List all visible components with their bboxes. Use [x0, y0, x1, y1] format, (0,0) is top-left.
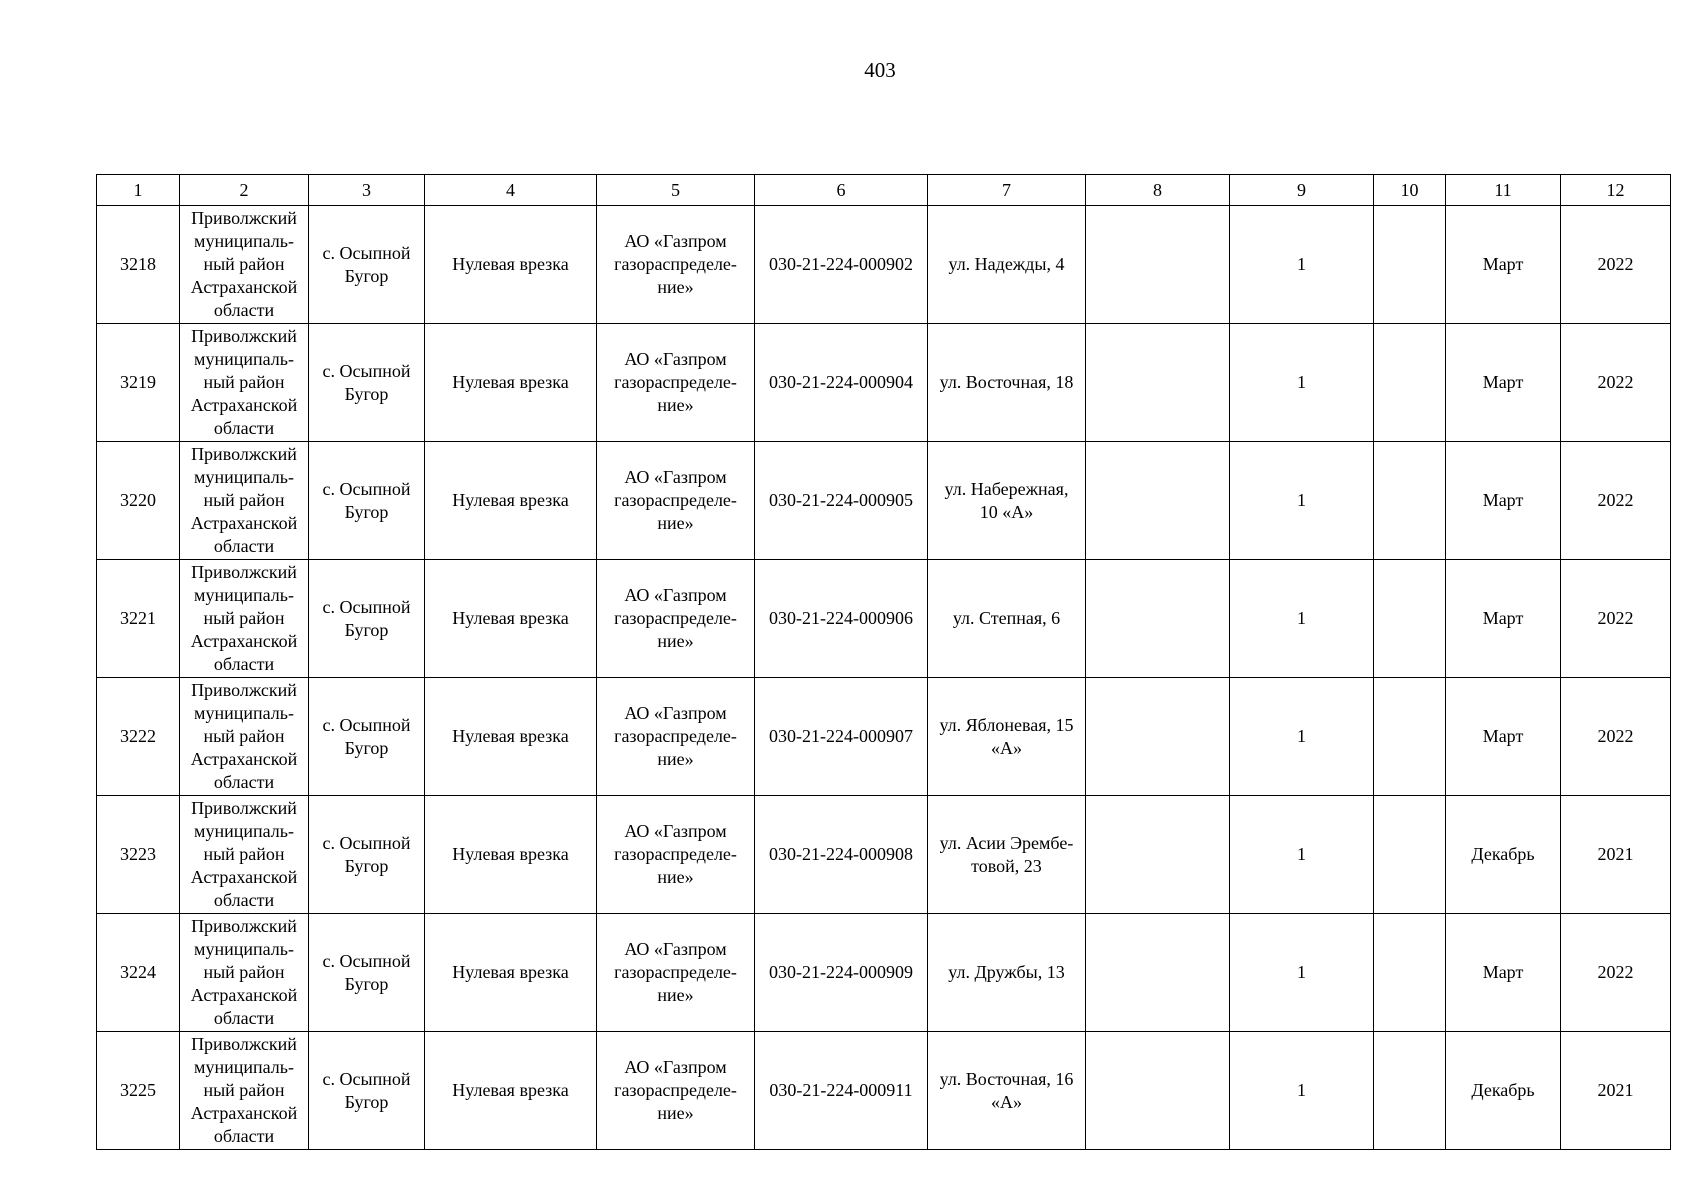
column-header-11: 11 [1446, 175, 1561, 206]
district-cell-line: Астраханской [190, 867, 298, 887]
table-row [97, 914, 1671, 1032]
district-cell-line: Приволжский [191, 444, 297, 464]
header-row [97, 175, 1671, 206]
district-cell [180, 796, 309, 914]
row-number-cell: 3224 [97, 914, 180, 1032]
district-cell-line: области [213, 890, 275, 910]
organization-cell-line: АО «Газпром [624, 1057, 727, 1077]
district-cell-line: Приволжский [191, 1034, 297, 1054]
object-code-cell: 030-21-224-000902 [755, 206, 928, 324]
district-cell-line: области [213, 1008, 275, 1028]
district-cell [180, 914, 309, 1032]
address-cell [928, 1032, 1086, 1150]
column-8-cell [1086, 796, 1230, 914]
district-cell-line: Астраханской [190, 395, 298, 415]
organization-cell-line: ние» [657, 277, 694, 297]
organization-cell-line: АО «Газпром [624, 231, 727, 251]
district-cell-line: Приволжский [191, 208, 297, 228]
table-row [97, 796, 1671, 914]
district-cell [180, 324, 309, 442]
table-row [97, 206, 1671, 324]
organization-cell [597, 914, 755, 1032]
district-cell [180, 442, 309, 560]
settlement-cell-line: Бугор [344, 383, 389, 404]
district-cell-line: Астраханской [190, 749, 298, 769]
column-header-8: 8 [1086, 175, 1230, 206]
quantity-cell: 1 [1230, 442, 1374, 560]
organization-cell-line: АО «Газпром [624, 467, 727, 487]
column-header-6: 6 [755, 175, 928, 206]
object-code-cell: 030-21-224-000908 [755, 796, 928, 914]
row-number-cell: 3223 [97, 796, 180, 914]
district-cell-line: Приволжский [191, 798, 297, 818]
district-cell-line: области [213, 536, 275, 556]
settlement-cell-line: с. Осыпной [322, 360, 411, 381]
object-code-cell: 030-21-224-000905 [755, 442, 928, 560]
settlement-cell-line: с. Осыпной [322, 832, 411, 853]
settlement-cell [309, 1032, 425, 1150]
address-cell-line: ул. Степная, 6 [952, 608, 1061, 628]
organization-cell [597, 560, 755, 678]
address-cell [928, 206, 1086, 324]
column-10-cell [1374, 1032, 1446, 1150]
organization-cell [597, 442, 755, 560]
connection-type-cell: Нулевая врезка [425, 560, 597, 678]
district-cell-line: ный район [203, 1080, 285, 1100]
organization-cell-line: газораспределе- [614, 608, 737, 628]
table-row [97, 442, 1671, 560]
column-10-cell [1374, 914, 1446, 1032]
month-cell: Декабрь [1446, 796, 1561, 914]
column-header-7: 7 [928, 175, 1086, 206]
district-cell-line: Приволжский [191, 916, 297, 936]
district-cell-line: ный район [203, 372, 285, 392]
year-cell: 2022 [1561, 206, 1671, 324]
settlement-cell-line: Бугор [344, 737, 389, 758]
district-cell-line: муниципаль- [194, 349, 294, 369]
settlement-cell-line: Бугор [344, 1091, 389, 1112]
column-header-3: 3 [309, 175, 425, 206]
table-row [97, 560, 1671, 678]
district-cell-line: Астраханской [190, 631, 298, 651]
organization-cell-line: ние» [657, 867, 694, 887]
settlement-cell-line: с. Осыпной [322, 596, 411, 617]
connection-type-cell: Нулевая врезка [425, 442, 597, 560]
table-body [97, 206, 1671, 1150]
column-header-4: 4 [425, 175, 597, 206]
district-cell-line: ный район [203, 254, 285, 274]
address-cell [928, 914, 1086, 1032]
year-cell: 2022 [1561, 560, 1671, 678]
month-cell: Март [1446, 914, 1561, 1032]
column-header-12: 12 [1561, 175, 1671, 206]
table-row [97, 324, 1671, 442]
address-cell-line: ул. Восточная, 16 [939, 1068, 1074, 1089]
settlement-cell [309, 678, 425, 796]
column-10-cell [1374, 560, 1446, 678]
settlement-cell [309, 206, 425, 324]
address-cell-line: 10 «А» [979, 501, 1034, 522]
settlement-cell [309, 324, 425, 442]
column-header-1: 1 [97, 175, 180, 206]
row-number-cell: 3218 [97, 206, 180, 324]
settlement-cell [309, 796, 425, 914]
quantity-cell: 1 [1230, 560, 1374, 678]
district-cell-line: муниципаль- [194, 821, 294, 841]
quantity-cell: 1 [1230, 1032, 1374, 1150]
column-header-9: 9 [1230, 175, 1374, 206]
organization-cell [597, 206, 755, 324]
column-10-cell [1374, 442, 1446, 560]
address-cell [928, 324, 1086, 442]
district-cell-line: ный район [203, 726, 285, 746]
column-8-cell [1086, 442, 1230, 560]
row-number-cell: 3220 [97, 442, 180, 560]
year-cell: 2021 [1561, 796, 1671, 914]
object-code-cell: 030-21-224-000909 [755, 914, 928, 1032]
district-cell-line: Приволжский [191, 680, 297, 700]
column-header-2: 2 [180, 175, 309, 206]
month-cell: Март [1446, 442, 1561, 560]
district-cell-line: муниципаль- [194, 585, 294, 605]
district-cell-line: ный район [203, 844, 285, 864]
settlement-cell [309, 914, 425, 1032]
connection-type-cell: Нулевая врезка [425, 1032, 597, 1150]
connection-type-cell: Нулевая врезка [425, 914, 597, 1032]
table-row [97, 678, 1671, 796]
district-cell-line: Астраханской [190, 277, 298, 297]
organization-cell-line: АО «Газпром [624, 939, 727, 959]
settlement-cell [309, 442, 425, 560]
organization-cell [597, 796, 755, 914]
settlement-cell-line: Бугор [344, 973, 389, 994]
settlement-cell-line: с. Осыпной [322, 1068, 411, 1089]
organization-cell-line: ние» [657, 985, 694, 1005]
connection-type-cell: Нулевая врезка [425, 324, 597, 442]
organization-cell-line: АО «Газпром [624, 349, 727, 369]
address-cell-line: ул. Асии Эрембе- [939, 832, 1074, 853]
settlement-cell-line: Бугор [344, 501, 389, 522]
address-cell-line: ул. Надежды, 4 [948, 254, 1065, 274]
address-cell [928, 442, 1086, 560]
quantity-cell: 1 [1230, 206, 1374, 324]
organization-cell-line: газораспределе- [614, 844, 737, 864]
organization-cell-line: газораспределе- [614, 490, 737, 510]
organization-cell [597, 1032, 755, 1150]
row-number-cell: 3222 [97, 678, 180, 796]
column-8-cell [1086, 206, 1230, 324]
district-cell-line: ный район [203, 608, 285, 628]
column-10-cell [1374, 324, 1446, 442]
object-code-cell: 030-21-224-000911 [755, 1032, 928, 1150]
settlement-cell-line: Бугор [344, 619, 389, 640]
column-10-cell [1374, 678, 1446, 796]
district-cell-line: муниципаль- [194, 703, 294, 723]
district-cell-line: муниципаль- [194, 939, 294, 959]
month-cell: Март [1446, 324, 1561, 442]
year-cell: 2022 [1561, 324, 1671, 442]
district-cell-line: муниципаль- [194, 467, 294, 487]
column-8-cell [1086, 678, 1230, 796]
year-cell: 2022 [1561, 442, 1671, 560]
district-cell-line: Астраханской [190, 513, 298, 533]
connection-type-cell: Нулевая врезка [425, 796, 597, 914]
district-cell-line: Приволжский [191, 562, 297, 582]
object-code-cell: 030-21-224-000906 [755, 560, 928, 678]
settlement-cell [309, 560, 425, 678]
district-cell [180, 1032, 309, 1150]
settlement-cell-line: с. Осыпной [322, 950, 411, 971]
column-8-cell [1086, 1032, 1230, 1150]
organization-cell [597, 324, 755, 442]
organization-cell-line: ние» [657, 513, 694, 533]
organization-cell-line: газораспределе- [614, 372, 737, 392]
column-8-cell [1086, 560, 1230, 678]
district-cell-line: ный район [203, 962, 285, 982]
column-header-10: 10 [1374, 175, 1446, 206]
settlement-cell-line: Бугор [344, 855, 389, 876]
address-cell-line: ул. Восточная, 18 [939, 372, 1074, 392]
district-cell-line: муниципаль- [194, 231, 294, 251]
table-row [97, 1032, 1671, 1150]
quantity-cell: 1 [1230, 678, 1374, 796]
organization-cell-line: ние» [657, 631, 694, 651]
district-cell-line: Астраханской [190, 1103, 298, 1123]
object-code-cell: 030-21-224-000907 [755, 678, 928, 796]
address-cell-line: «А» [991, 1091, 1022, 1112]
settlement-cell-line: с. Осыпной [322, 714, 411, 735]
address-cell [928, 796, 1086, 914]
column-10-cell [1374, 206, 1446, 324]
district-cell [180, 560, 309, 678]
quantity-cell: 1 [1230, 324, 1374, 442]
organization-cell-line: ние» [657, 749, 694, 769]
district-cell [180, 206, 309, 324]
column-header-5: 5 [597, 175, 755, 206]
organization-cell [597, 678, 755, 796]
organization-cell-line: газораспределе- [614, 726, 737, 746]
organization-cell-line: газораспределе- [614, 1080, 737, 1100]
organization-cell-line: ние» [657, 395, 694, 415]
month-cell: Март [1446, 206, 1561, 324]
address-cell [928, 678, 1086, 796]
connection-type-cell: Нулевая врезка [425, 206, 597, 324]
district-cell-line: ный район [203, 490, 285, 510]
organization-cell-line: АО «Газпром [624, 821, 727, 841]
organization-cell-line: газораспределе- [614, 254, 737, 274]
address-cell-line: товой, 23 [971, 855, 1042, 876]
row-number-cell: 3219 [97, 324, 180, 442]
data-table [96, 174, 1671, 1150]
district-cell-line: области [213, 300, 275, 320]
column-10-cell [1374, 796, 1446, 914]
address-cell [928, 560, 1086, 678]
year-cell: 2021 [1561, 1032, 1671, 1150]
settlement-cell-line: с. Осыпной [322, 478, 411, 499]
district-cell-line: Приволжский [191, 326, 297, 346]
settlement-cell-line: Бугор [344, 265, 389, 286]
organization-cell-line: газораспределе- [614, 962, 737, 982]
district-cell-line: области [213, 654, 275, 674]
month-cell: Декабрь [1446, 1032, 1561, 1150]
row-number-cell: 3225 [97, 1032, 180, 1150]
address-cell-line: ул. Яблоневая, 15 [939, 714, 1074, 735]
address-cell-line: «А» [991, 737, 1022, 758]
month-cell: Март [1446, 560, 1561, 678]
district-cell-line: муниципаль- [194, 1057, 294, 1077]
organization-cell-line: ние» [657, 1103, 694, 1123]
row-number-cell: 3221 [97, 560, 180, 678]
year-cell: 2022 [1561, 914, 1671, 1032]
connection-type-cell: Нулевая врезка [425, 678, 597, 796]
quantity-cell: 1 [1230, 796, 1374, 914]
district-cell [180, 678, 309, 796]
district-cell-line: области [213, 772, 275, 792]
object-code-cell: 030-21-224-000904 [755, 324, 928, 442]
column-8-cell [1086, 324, 1230, 442]
organization-cell-line: АО «Газпром [624, 703, 727, 723]
settlement-cell-line: с. Осыпной [322, 242, 411, 263]
month-cell: Март [1446, 678, 1561, 796]
district-cell-line: Астраханской [190, 985, 298, 1005]
organization-cell-line: АО «Газпром [624, 585, 727, 605]
address-cell-line: ул. Дружбы, 13 [948, 962, 1065, 982]
column-8-cell [1086, 914, 1230, 1032]
address-cell-line: ул. Набережная, [944, 478, 1069, 499]
district-cell-line: области [213, 1126, 275, 1146]
quantity-cell: 1 [1230, 914, 1374, 1032]
page-number: 403 [864, 58, 896, 82]
district-cell-line: области [213, 418, 275, 438]
year-cell: 2022 [1561, 678, 1671, 796]
